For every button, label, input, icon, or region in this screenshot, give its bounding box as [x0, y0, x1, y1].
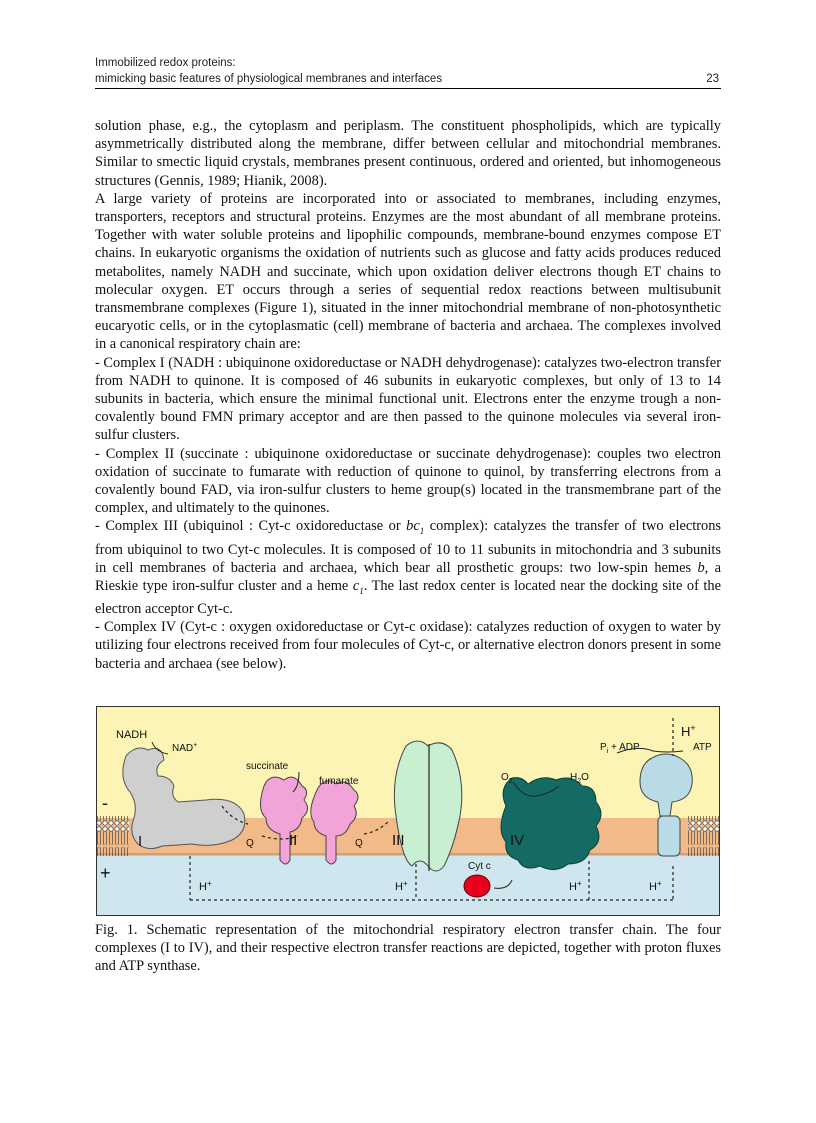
- respiratory-chain-figure: [96, 706, 720, 916]
- complex-ii-label: II: [289, 832, 298, 849]
- h4-text: H: [649, 881, 657, 893]
- header-line-1: Immobilized redox proteins:: [95, 57, 236, 69]
- o2-text: O: [501, 772, 509, 783]
- h3-sup: +: [576, 879, 582, 888]
- paragraph-complex-4: - Complex IV (Cyt-c : oxygen oxidoreductase or Cyt-c oxidase): catalyzes reduction of oxygen to water by utilizing four electrons received from four molecules of Cyt-c, or alternative electron donors present in some bacteria and archaea (see below).: [95, 619, 721, 672]
- c3-text-d: . The last redox center is located near the docking site of the electron acceptor Cyt-c.: [95, 577, 722, 618]
- minus-sign: -: [102, 793, 108, 813]
- paragraph-complex-3: [95, 517, 721, 618]
- paragraph-1: solution phase, e.g., the cytoplasm and periplasm. The constituent phospholipids, which are typically asymmetrically distributed along the membrane, differ between cellular and mitochondrial membranes. Similar to smectic liquid crystals, membranes present continuous, ordered and oriented, but inhomogeneous structures (Gennis, 1989; Hianik, 2008).: [95, 118, 721, 189]
- succinate-label: succinate: [246, 761, 289, 772]
- lipid-left: [97, 816, 129, 856]
- body-text: [95, 117, 721, 673]
- c3-italic-b: b: [697, 559, 705, 576]
- atp-label: ATP: [693, 742, 712, 753]
- complex-iv-label: IV: [510, 832, 525, 849]
- nad-sup: +: [193, 742, 198, 749]
- h2o-sub: 2: [577, 778, 582, 785]
- h2o-h: H: [570, 772, 578, 783]
- h1-sup: +: [206, 879, 212, 888]
- running-header: [95, 55, 721, 89]
- pi-sub: i: [606, 748, 609, 755]
- cyt-c-label: Cyt c: [468, 861, 491, 872]
- quinone-label-1: Q: [246, 838, 254, 849]
- h2o-o: O: [581, 772, 589, 783]
- c3-italic-c: c: [352, 577, 360, 594]
- pi-text: P: [600, 742, 607, 753]
- h4-sup: +: [656, 879, 662, 888]
- header-rule: [95, 71, 721, 89]
- c3-text-c: , a Rieskie type iron-sulfur cluster and a heme: [95, 559, 721, 594]
- c3-text-a: - Complex III (ubiquinol : Cyt-c oxidoreductase or: [95, 518, 407, 535]
- h3-text: H: [569, 881, 577, 893]
- paragraph-complex-2: - Complex II (succinate : ubiquinone oxidoreductase or succinate dehydrogenase): couples two electron oxidation of succinate to fumarate with reduction of quinone to quinol, by transferring electrons from a covalently bound FAD, via iron-sulfur clusters to heme group(s) located in the transmembrane part of the complex, and ultimately to the quinones.: [95, 445, 721, 517]
- complex-iii-label: III: [392, 832, 405, 849]
- c3-text-b: complex): catalyzes the transfer of two electrons from ubiquinol to two Cyt-c molecules. It is composed of 10 to 11 subunits in mitochondria and 3 subunits in cell membranes of bacteria and archaea, which bear all prosthetic groups: two low-spin hemes: [95, 518, 721, 576]
- h-top-sup: +: [690, 723, 696, 733]
- paragraph-complex-1: - Complex I (NADH : ubiquinone oxidoreductase or NADH dehydrogenase): catalyzes two-electron transfer from NADH to quinone. It is composed of 46 subunits in eukaryotic complexes, but only of 13 to 14 subunits in bacteria, which ensure the minimal functional unit. Electrons enter the enzyme trough a non-covalently bound FMN primary acceptor and are then passed to the quinone molecules via several iron-sulfur clusters.: [95, 354, 721, 444]
- header-line-2: mimicking basic features of physiological membranes and interfaces: [95, 73, 443, 85]
- h2-text: H: [395, 881, 403, 893]
- figure-caption: Fig. 1. Schematic representation of the mitochondrial respiratory electron transfer chain. The four complexes (I to IV), and their respective electron transfer reactions are depicted, together with proton fluxes and ATP synthase.: [95, 922, 721, 975]
- complex-i-label: I: [138, 833, 143, 850]
- plus-sign: +: [100, 863, 111, 883]
- nadh-label: NADH: [116, 729, 148, 741]
- pi-rest: + ADP: [608, 742, 640, 753]
- lipid-right: [688, 816, 719, 856]
- h2-sup: +: [402, 879, 408, 888]
- fumarate-label: fumarate: [319, 776, 359, 787]
- o2-sub: 2: [508, 778, 513, 785]
- paragraph-2: A large variety of proteins are incorporated into or associated to membranes, including enzymes, transporters, receptors and structural proteins. Enzymes are the most abundant of all membrane proteins. Together with water soluble proteins and lipophilic compounds, membrane-bound enzymes compose ET chains. In eukaryotic organisms the oxidation of nutrients such as glucose and fatty acids produces reduced metabolites, namely NADH and succinate, which upon oxidation deliver electrons though ET chains to molecular oxygen. ET occurs through a series of sequential redox reactions between multisubunit transmembrane complexes (Figure 1), situated in the inner mitochondrial membrane of non-photosynthetic eucaryotic cells, or in the cytoplasmatic (cell) membrane of bacteria and archaea. The complexes involved in a canonical respiratory chain are:: [95, 190, 721, 353]
- quinone-label-2: Q: [355, 838, 363, 849]
- nad-text: NAD: [172, 743, 194, 754]
- atp-synthase-stalk: [658, 816, 680, 856]
- h-top-text: H: [681, 724, 691, 739]
- c3-sub-2: 1: [359, 585, 364, 596]
- page-number: 23: [706, 73, 719, 85]
- cyt-c-shape: [464, 875, 490, 897]
- c3-sub-1: 1: [419, 526, 425, 537]
- c3-italic-bc: bc: [406, 518, 420, 535]
- h1-text: H: [199, 881, 207, 893]
